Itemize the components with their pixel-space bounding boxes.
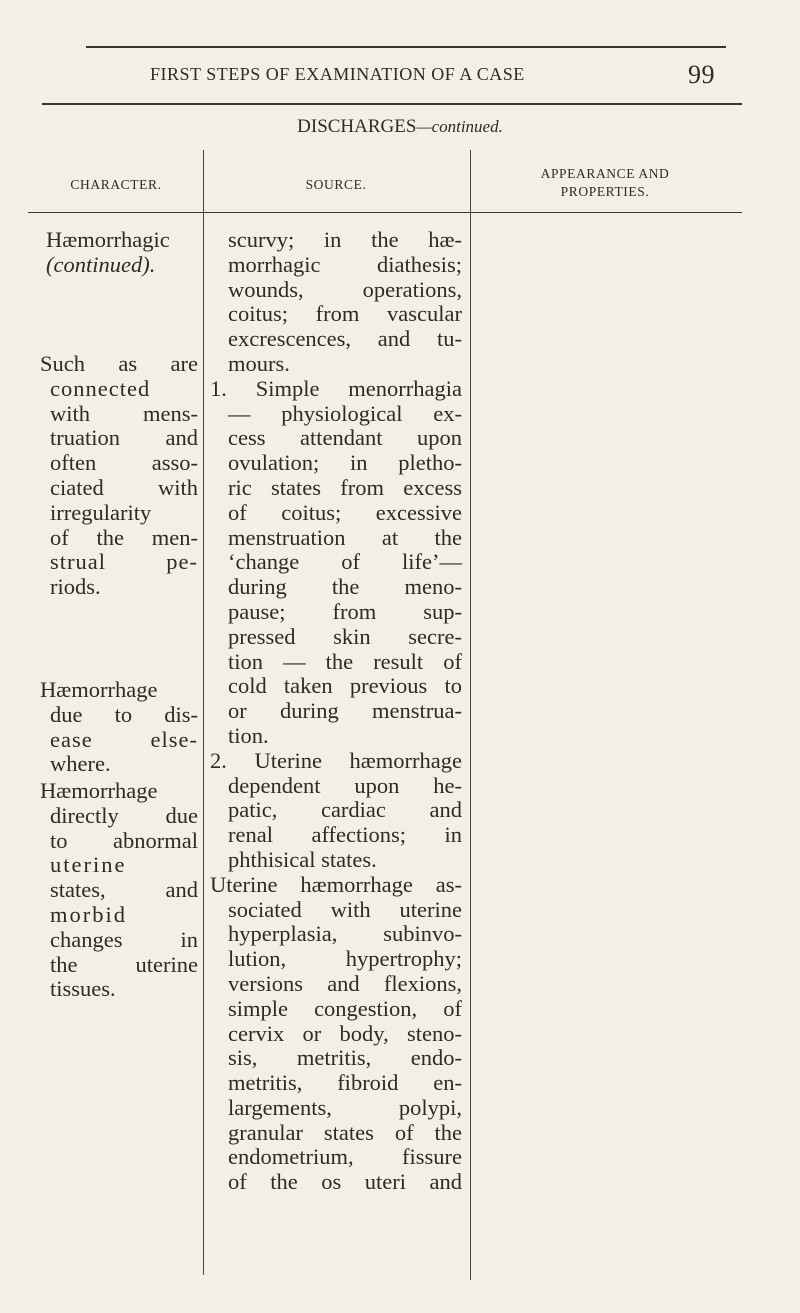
source-line: 2. Uterine hæmorrhage	[210, 747, 462, 773]
source-line: menstruation at the	[228, 524, 462, 550]
character-line: Such as are	[40, 351, 198, 376]
character-line: often asso-	[50, 450, 198, 476]
column-head-source: SOURCE.	[305, 177, 367, 192]
character-line: (continued).	[46, 251, 156, 277]
header-rule	[42, 103, 742, 105]
source-line: renal affections; in	[228, 822, 462, 848]
character-entry	[40, 352, 198, 600]
column-head-character: CHARACTER.	[70, 177, 162, 192]
source-line: Uterine hæmorrhage as-	[210, 871, 462, 897]
character-line: of the men-	[50, 524, 198, 550]
source-line: patic, cardiac and	[228, 797, 462, 823]
source-line: of the os uteri and	[228, 1169, 462, 1195]
column-head-appearance-line-1: APPEARANCE AND	[540, 166, 670, 181]
table-title-suffix: —continued.	[416, 117, 503, 136]
character-entry	[46, 228, 198, 278]
source-line: ‘change of life’—	[228, 549, 462, 575]
character-line: Hæmorrhage	[40, 778, 158, 803]
source-line: cess attendant upon	[228, 425, 462, 451]
character-line: Hæmorrhagic	[46, 227, 170, 252]
character-line: where.	[50, 751, 111, 777]
character-line: riods.	[50, 574, 101, 600]
character-line: Hæmorrhage	[40, 677, 158, 702]
character-line: to abnormal	[50, 827, 198, 853]
source-line: coitus; from vascular	[228, 301, 462, 327]
source-line: or during menstrua-	[228, 698, 462, 724]
source-line: simple congestion, of	[228, 995, 462, 1021]
character-line: morbid	[50, 901, 127, 927]
table-title-main: DISCHARGES	[297, 116, 417, 137]
character-line: with mens-	[50, 400, 198, 426]
source-line: metritis, fibroid en-	[228, 1070, 462, 1096]
source-line: — physiological ex-	[228, 400, 462, 426]
source-line: pause; from sup-	[228, 598, 462, 624]
source-line: wounds, operations,	[228, 276, 462, 302]
column-head-appearance	[470, 165, 740, 201]
source-line: morrhagic diathesis;	[228, 251, 462, 277]
character-line: the uterine	[50, 951, 198, 977]
page-number: 99	[688, 60, 715, 89]
top-rule	[86, 46, 726, 48]
character-line: ciated with	[50, 474, 198, 500]
running-header-title: FIRST STEPS OF EXAMINATION OF A CASE	[150, 64, 525, 84]
source-line: hyperplasia, subinvo-	[228, 921, 462, 947]
table-title	[0, 116, 800, 138]
character-line: ease else-	[50, 726, 198, 752]
character-line: strual pe-	[50, 549, 198, 575]
character-line: directly due	[50, 802, 198, 828]
character-entry	[40, 678, 198, 777]
source-line: mours.	[228, 350, 290, 376]
source-line: versions and flexions,	[228, 970, 462, 996]
source-line: dependent upon he-	[228, 772, 462, 798]
character-line: connected	[50, 375, 151, 401]
source-line: excrescences, and tu-	[228, 326, 462, 352]
character-line: changes in	[50, 926, 198, 952]
source-line: scurvy; in the hæ-	[228, 227, 462, 252]
source-line: tion — the result of	[228, 648, 462, 674]
character-entry	[40, 779, 198, 1002]
character-line: states, and	[50, 877, 198, 903]
column-head-appearance-line-2: PROPERTIES.	[560, 184, 650, 199]
character-line: truation and	[50, 425, 198, 451]
appearance-column	[472, 214, 740, 1274]
source-line: sociated with uterine	[228, 896, 462, 922]
source-line: pressed skin secre-	[228, 623, 462, 649]
character-line: irregularity	[50, 499, 152, 525]
source-line: endometrium, fissure	[228, 1144, 462, 1170]
source-column	[210, 228, 462, 1195]
source-line: granular states of the	[228, 1119, 462, 1145]
source-line: phthisical states.	[228, 846, 377, 872]
source-line: cold taken previous to	[228, 673, 462, 699]
source-line: lution, hypertrophy;	[228, 946, 462, 972]
character-line: due to dis-	[50, 701, 198, 727]
source-line: cervix or body, steno-	[228, 1020, 462, 1046]
source-line: ovulation; in pletho-	[228, 450, 462, 476]
source-line: during the meno-	[228, 574, 462, 600]
source-line: of coitus; excessive	[228, 499, 462, 525]
column-divider-left	[203, 150, 204, 1275]
source-line: tion.	[228, 722, 269, 748]
source-line: 1. Simple menorrhagia	[210, 375, 462, 401]
source-line: largements, polypi,	[228, 1094, 462, 1120]
source-line: ric states from excess	[228, 474, 462, 500]
source-line: sis, metritis, endo-	[228, 1045, 462, 1071]
character-line: tissues.	[50, 976, 116, 1002]
character-line: uterine	[50, 852, 127, 878]
